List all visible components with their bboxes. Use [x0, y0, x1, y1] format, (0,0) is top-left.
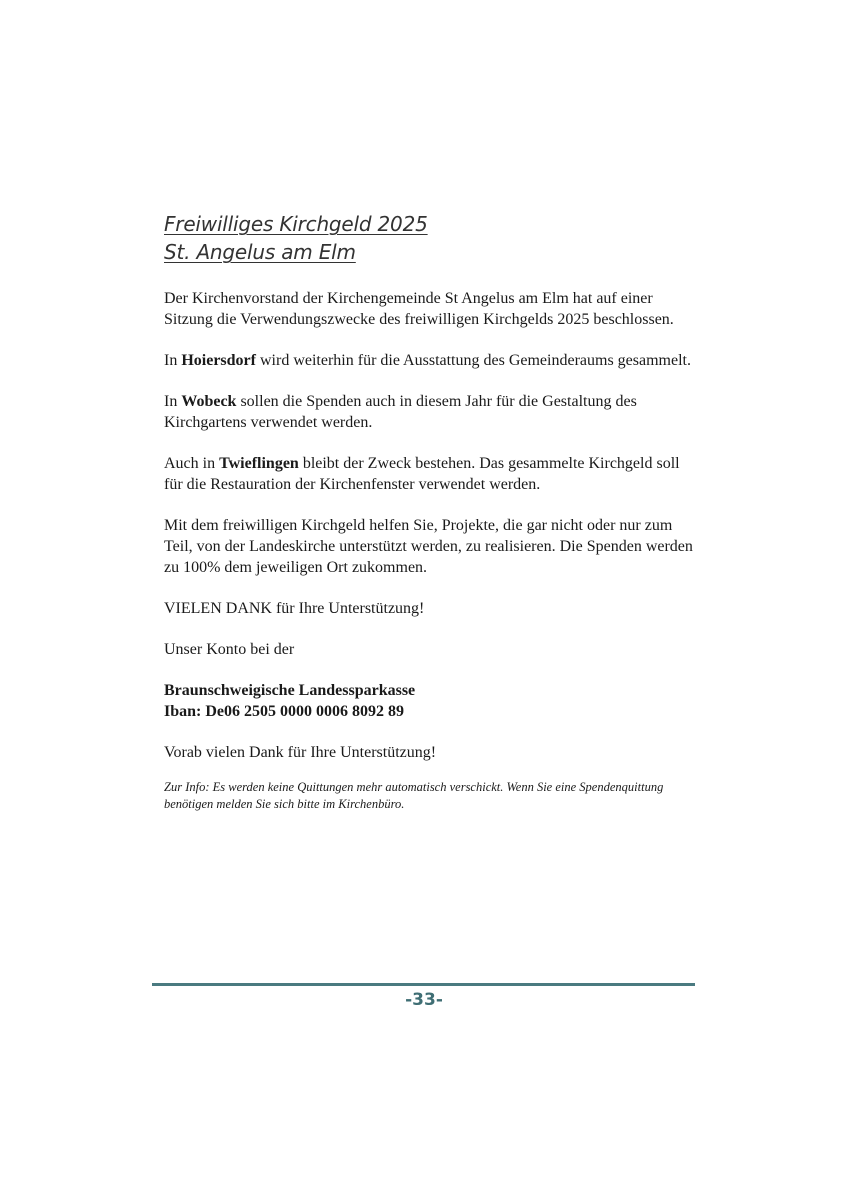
twieflingen-place: Twieflingen	[219, 455, 299, 472]
wobeck-paragraph	[164, 391, 694, 433]
bank-details	[164, 680, 694, 722]
wobeck-rest: sollen die Spenden auch in diesem Jahr für die Gestaltung des Kirchgartens verwendet werden.	[164, 393, 637, 431]
twieflingen-rest: bleibt der Zweck bestehen. Das gesammelte Kirchgeld soll für die Restauration der Kirchenfenster verwendet werden.	[164, 455, 680, 493]
twieflingen-prefix: Auch in	[164, 455, 220, 472]
main-content	[164, 210, 694, 813]
title-line-2: St. Angelus am Elm	[164, 240, 356, 264]
hoiersdorf-paragraph	[164, 350, 694, 371]
hoiersdorf-rest: wird weiterhin für die Ausstattung des Gemeinderaums gesammelt.	[255, 352, 691, 369]
page-number: -33-	[405, 990, 443, 1010]
help-paragraph: Mit dem freiwilligen Kirchgeld helfen Sie, Projekte, die gar nicht oder nur zum Teil, von der Landeskirche unterstützt werden, zu realisieren. Die Spenden werden zu 100% dem jeweiligen Ort zukommen.	[164, 517, 693, 576]
info-note: Zur Info: Es werden keine Quittungen mehr automatisch verschickt. Wenn Sie eine Spendenquittung benötigen melden Sie sich bitte im Kirchenbüro.	[164, 780, 664, 811]
intro-paragraph: Der Kirchenvorstand der Kirchengemeinde St Angelus am Elm hat auf einer Sitzung die Verwendungszwecke des freiwilligen Kirchgelds 2025 beschlossen.	[164, 290, 674, 328]
iban: Iban: De06 2505 0000 0006 8092 89	[164, 703, 405, 720]
footer-divider	[152, 983, 695, 986]
thanks-paragraph: VIELEN DANK für Ihre Unterstützung!	[164, 600, 425, 617]
wobeck-prefix: In	[164, 393, 182, 410]
thanks-ahead-paragraph: Vorab vielen Dank für Ihre Unterstützung!	[164, 744, 437, 761]
hoiersdorf-place: Hoiersdorf	[181, 352, 256, 369]
wobeck-place: Wobeck	[181, 393, 237, 410]
title-line-1: Freiwilliges Kirchgeld 2025	[164, 212, 428, 236]
account-intro: Unser Konto bei der	[164, 641, 295, 658]
bank-name: Braunschweigische Landessparkasse	[164, 682, 416, 699]
page-title	[164, 210, 694, 266]
twieflingen-paragraph	[164, 453, 694, 495]
hoiersdorf-prefix: In	[164, 352, 182, 369]
